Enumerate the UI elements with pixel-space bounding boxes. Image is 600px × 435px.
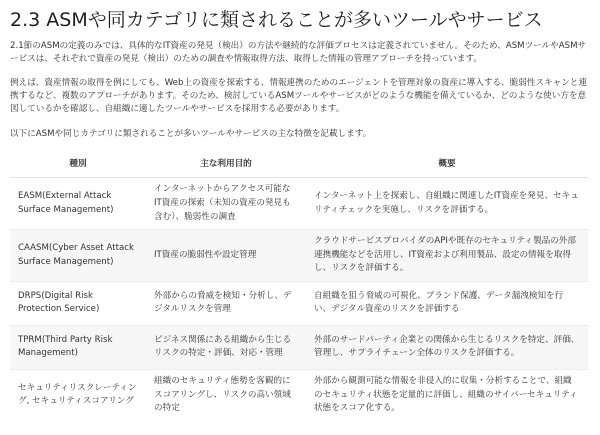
- header-type: 種別: [10, 152, 146, 178]
- section-heading: 2.3 ASMや同カテゴリに類されることが多いツールやサービス: [10, 9, 543, 31]
- row-purpose: インターネットからアクセス可能なIT資産の探索（未知の資産の発見も含む）、脆弱性の調査: [146, 178, 306, 230]
- row-purpose: 外部からの脅威を検知・分析し、デジタルリスクを管理: [146, 281, 306, 325]
- row-type: DRPS(Digital Risk Protection Service): [10, 281, 146, 325]
- intro-paragraph: 2.1節のASMの定義のみでは、具体的なIT資産の発見（検出）の方法や継続的な評価プロセスは定義されていません。そのため、ASMツールやASMサービスは、それぞれで資産の発見（検出）のための調査や情報取得方法、取得した情報の管理アプローチを持っています。: [10, 41, 587, 65]
- row-purpose: ビジネス関係にある組織から生じるリスクの特定・評価、対応・管理: [146, 325, 306, 369]
- row-purpose: 組織のセキュリティ態勢を客観的にスコアリングし、リスクの高い領域の特定: [146, 369, 306, 420]
- table-header-row: [10, 152, 588, 178]
- row-summary: クラウドサービスプロバイダのAPIや既存のセキュリティ製品の外部連携機能などを活用し、IT資産および利用製品、設定の情報を取得し、リスクを評価する。: [306, 230, 588, 282]
- row-summary: インターネット上を探索し、自組織に関連したIT資産を発見、セキュリティチェックを実施し、リスクを評価する。: [306, 178, 588, 230]
- row-summary: 自組織を狙う脅威の可視化、ブランド保護、データ漏洩検知を行い、デジタル資産のリスクを評価する: [306, 281, 588, 325]
- table-row: [10, 178, 588, 230]
- row-type: セキュリティリスクレーティング, セキュリティスコアリング: [10, 369, 146, 420]
- tool-comparison-table: [10, 152, 588, 421]
- table-intro-paragraph: 以下にASMや同じカテゴリに類されることが多いツールやサービスの主な特徴を記載します。: [10, 129, 372, 140]
- row-summary: 外部から観測可能な情報を非侵入的に収集・分析することで、組織のセキュリティ状態を定量的に評価し、組織のサイバーセキュリティ状態をスコア化する。: [306, 369, 588, 420]
- example-paragraph: 例えば、資産情報の取得を例にしても、Web上の資産を探索する、情報連携のためのエージェントを管理対象の資産に導入する、脆弱性スキャンと連携するなど、複数のアプローチがあります。そのため、検討しているASMツールやサービスがどのような機能を備えているか、どのような使い方を意図しているかを確認し、自組織に適したツールやサービスを採用する必要があります。: [10, 77, 587, 115]
- row-purpose: IT資産の脆弱性や設定管理: [146, 230, 306, 282]
- header-purpose: 主な利用目的: [146, 152, 306, 178]
- table-row: [10, 325, 588, 369]
- table-row: [10, 281, 588, 325]
- table-row: [10, 369, 588, 420]
- row-type: CAASM(Cyber Asset Attack Surface Management): [10, 230, 146, 282]
- row-summary: 外部のサードパーティ企業との関係から生じるリスクを特定、評価、管理し、サプライチェーン全体のリスクを評価する。: [306, 325, 588, 369]
- row-type: TPRM(Third Party Risk Management): [10, 325, 146, 369]
- header-summary: 概要: [306, 152, 588, 178]
- row-type: EASM(External Attack Surface Management): [10, 178, 146, 230]
- table-row: [10, 230, 588, 282]
